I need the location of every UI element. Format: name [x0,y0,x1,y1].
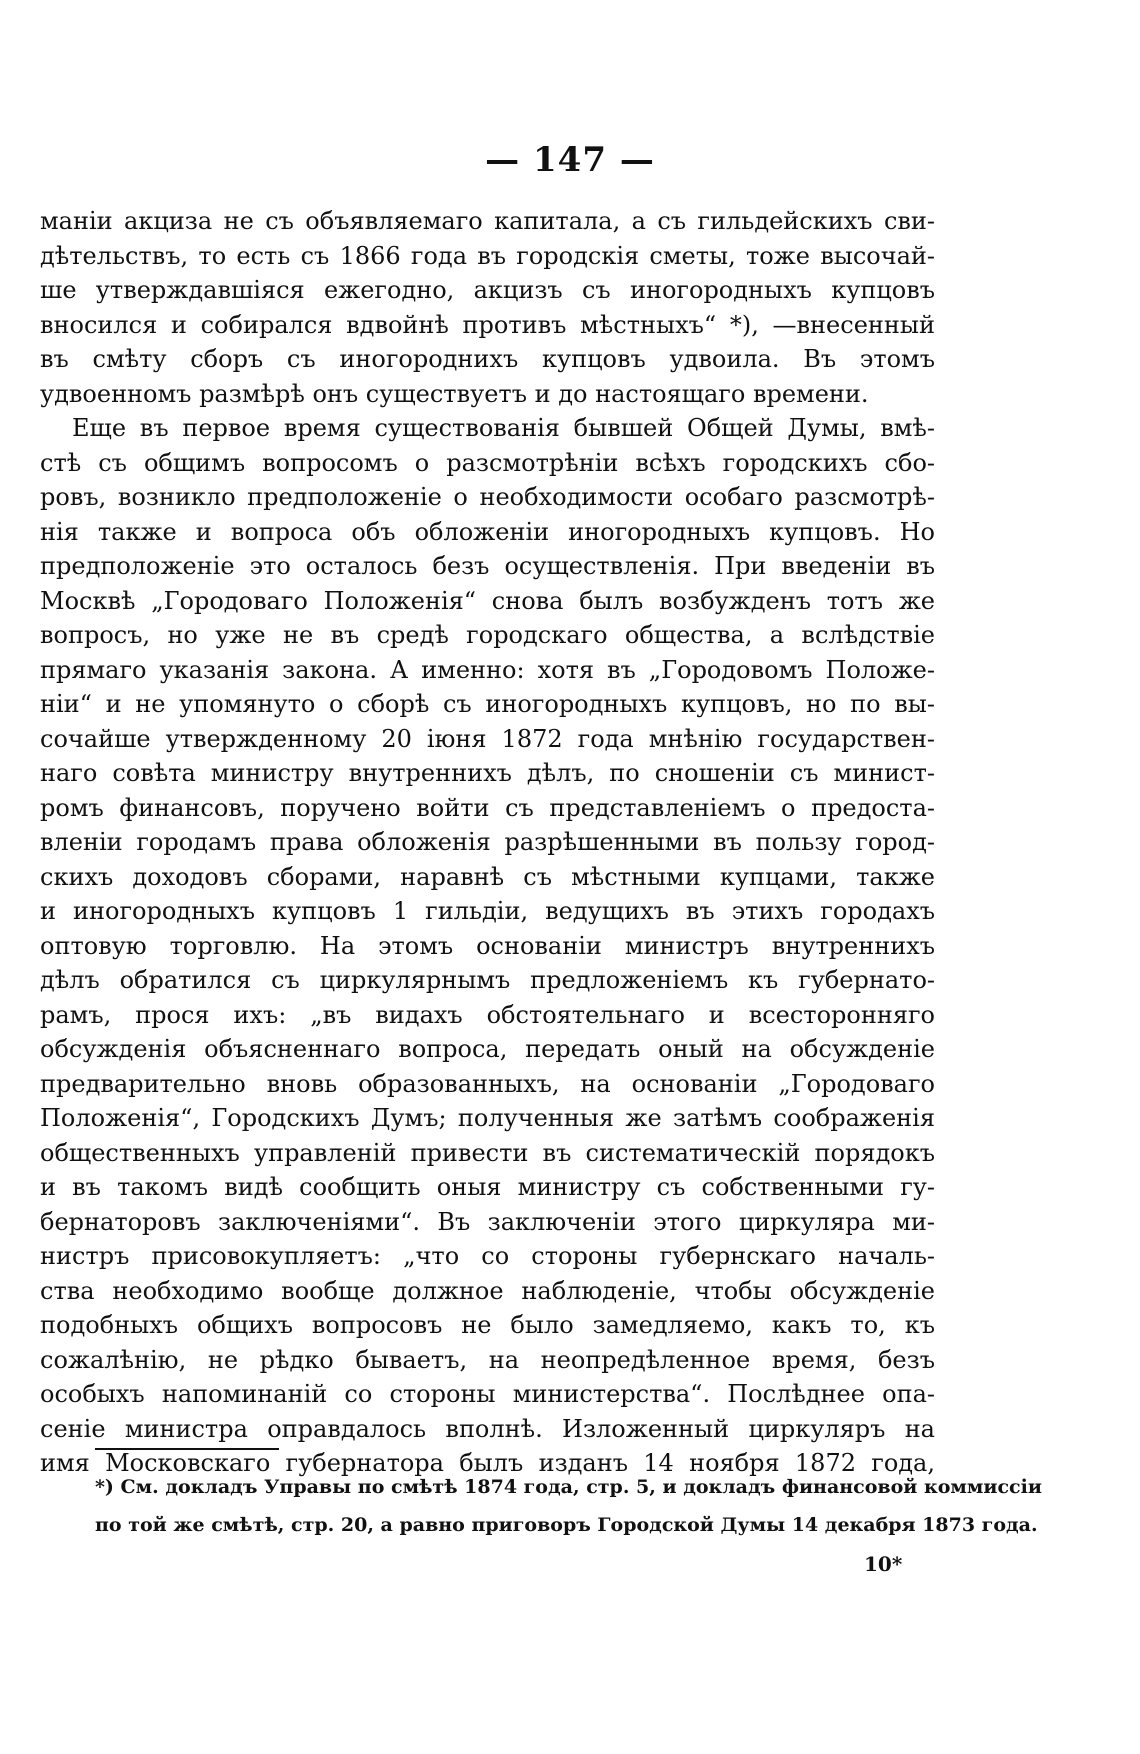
body-line: вопросъ, но уже не въ средѣ городскаго общества, а вслѣдствiе [40,621,935,649]
body-line: Москвѣ „Городоваго Положенiя“ снова былъ возбужденъ тотъ же [40,586,935,615]
body-line: бернаторовъ заключенiями“. Въ заключенiи этого циркуляра ми- [40,1207,935,1236]
body-line: предварительно вновь образованныхъ, на основанiи „Городоваго [40,1069,935,1098]
body-line: и иногородныхъ купцовъ 1 гильдiи, ведущихъ въ этихъ городахъ [40,897,935,925]
body-line: общественныхъ управленiй привести въ систематическiй порядокъ [40,1138,935,1167]
body-line: оптовую торговлю. На этомъ основанiи министръ внутреннихъ [40,931,935,960]
body-line: дѣтельствъ, то есть съ 1866 года въ городскiя сметы, тоже высочай- [40,241,935,270]
body-line: нiя также и вопроса объ обложенiи иногородныхъ купцовъ. Но [40,517,935,546]
body-line: вносился и собирался вдвойнѣ противъ мѣстныхъ“ *), —внесенный [40,310,935,339]
body-line: подобныхъ общихъ вопросовъ не было замедляемо, какъ то, къ [40,1311,935,1339]
footnote-divider [95,1448,279,1450]
body-line: особыхъ напоминанiй со стороны министерства“. Послѣднее опа- [40,1380,935,1408]
body-line: сочайше утвержденному 20 iюня 1872 года мнѣнiю государствен- [40,724,935,753]
signature-mark: 10* [864,1552,903,1576]
body-line: имя Московскаго губернатора былъ изданъ 14 ноября 1872 года, [40,1449,935,1477]
body-line: въ смѣту сборъ съ иногороднихъ купцовъ удвоила. Въ этомъ [40,345,935,373]
footnote-line: *) См. докладъ Управы по смѣтѣ 1874 года, стр. 5, и докладъ финансовой коммиссiи [95,1476,1042,1498]
body-line: предположенiе это осталось безъ осуществленiя. При введенiи въ [40,552,935,580]
body-line: ше утверждавшiяся ежегодно, акцизъ съ иногородныхъ купцовъ [40,276,935,304]
body-line: Еще въ первое время существованiя бывшей Общей Думы, вмѣ- [72,414,935,442]
body-line: нистръ присовокупляетъ: „что со стороны губернскаго началь- [40,1242,935,1270]
body-line: удвоенномъ размѣрѣ онъ существуетъ и до настоящаго времени. [40,379,869,408]
footnote [95,1468,1042,1544]
body-line: рамъ, прося ихъ: „въ видахъ обстоятельнаго и всесторонняго [40,1000,935,1029]
body-line: и въ такомъ видѣ сообщить оныя министру съ собственными гу- [40,1173,935,1201]
body-line: сожалѣнiю, не рѣдко бываетъ, на неопредѣленное время, безъ [40,1345,935,1374]
page-number: — 147 — [485,140,655,180]
body-text [40,204,935,1481]
body-line: сенiе министра оправдалось вполнѣ. Изложенный циркуляръ на [40,1414,935,1443]
body-line: ромъ финансовъ, поручено войти съ представленiемъ о предоста- [40,793,935,822]
body-line: наго совѣта министру внутреннихъ дѣлъ, по сношенiи съ минист- [40,759,935,787]
body-line: ства необходимо вообще должное наблюденiе, чтобы обсужденiе [40,1276,935,1305]
body-line: вленiи городамъ права обложенiя разрѣшенными въ пользу город- [40,828,935,856]
body-line: Положенiя“, Городскихъ Думъ; полученныя же затѣмъ соображенiя [40,1104,935,1132]
body-line: прямаго указанiя закона. А именно: хотя въ „Городовомъ Положе- [40,655,935,684]
body-line: скихъ доходовъ сборами, наравнѣ съ мѣстными купцами, также [40,862,935,891]
body-line: обсужденiя объясненнаго вопроса, передать оный на обсужденiе [40,1035,935,1063]
footnote-line: по той же смѣтѣ, стр. 20, а равно приговоръ Городской Думы 14 декабря 1873 года. [95,1514,1038,1536]
body-line: дѣлъ обратился съ циркулярнымъ предложенiемъ къ губернато- [40,966,935,994]
body-line: стѣ съ общимъ вопросомъ о разсмотрѣнiи всѣхъ городскихъ сбо- [40,448,935,477]
body-line: ровъ, возникло предположенiе о необходимости особаго разсмотрѣ- [40,483,935,511]
body-line: манiи акциза не съ объявляемаго капитала, а съ гильдейскихъ сви- [40,207,935,235]
body-line: нiи“ и не упомянуто о сборѣ съ иногородныхъ купцовъ, но по вы- [40,690,935,718]
